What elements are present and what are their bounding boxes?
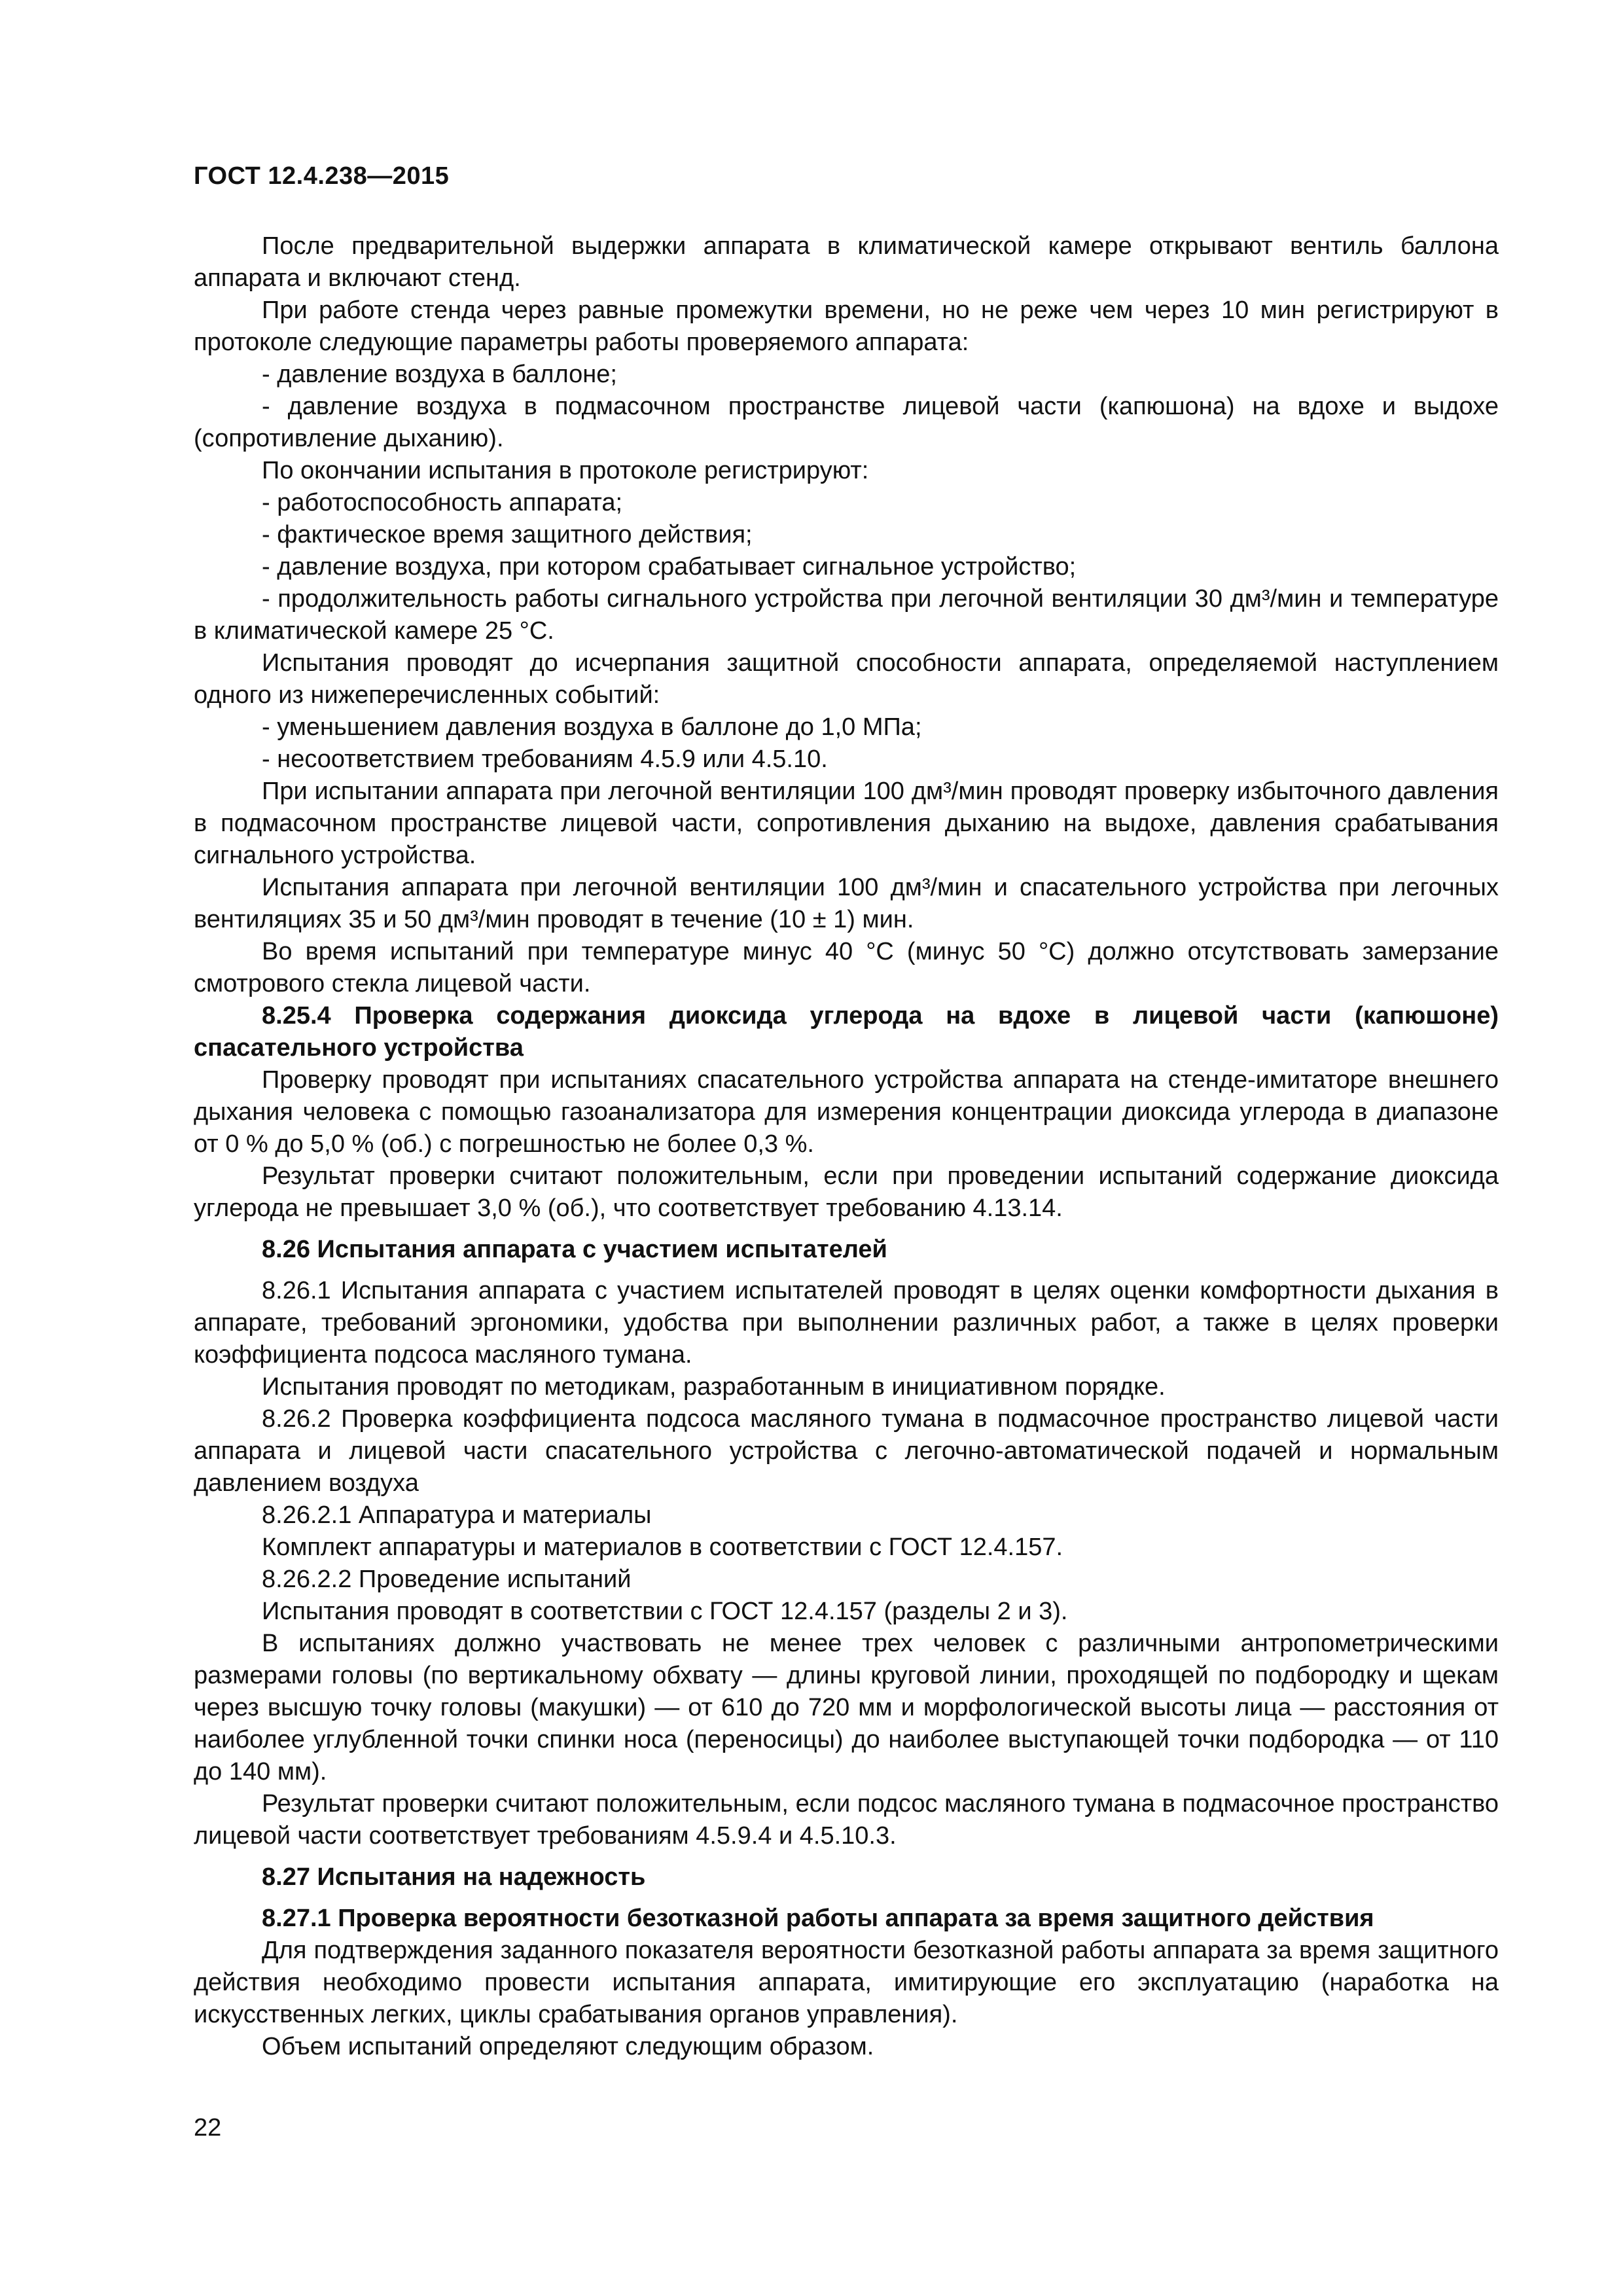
list-item: - несоответствием требованиям 4.5.9 или 4.5.10. [262,745,828,773]
list-item: - фактическое время защитного действия; [262,521,753,548]
document-body [194,230,1499,2063]
paragraph: 8.26.2 Проверка коэффициента подсоса масляного тумана в подмасочное пространство лицевой части аппарата и лицевой части спасательного устройства с легочно-автоматической подачей и нормальным давлением воздуха [194,1405,1499,1497]
paragraph: При испытании аппарата при легочной вентиляции 100 дм³/мин проводят проверку избыточного давления в подмасочном пространстве лицевой части, сопротивления дыханию на выдохе, давления срабатывания сигнального устройства. [194,778,1499,869]
list-item: - продолжительность работы сигнального устройства при легочной вентиляции 30 дм³/мин и температуре в климатической камере 25 °С. [194,585,1499,645]
paragraph: Испытания проводят в соответствии с ГОСТ 12.4.157 (разделы 2 и 3). [262,1598,1068,1625]
paragraph: Во время испытаний при температуре минус 40 °С (минус 50 °С) должно отсутствовать замерзание смотрового стекла лицевой части. [194,938,1499,997]
paragraph: В испытаниях должно участвовать не менее трех человек с различными антропометрическими размерами головы (по вертикальному обхвату — длины круговой линии, проходящей по подбородку и щекам через высшую точку головы (макушки) — от 610 до 720 мм и морфологической высоты лица — расстояния от наиболее углубленной точки спинки носа (переносицы) до наиболее выступающей точки подбородка — от 110 до 140 мм). [194,1630,1499,1785]
subsection-heading: 8.26.2.2 Проведение испытаний [262,1566,632,1593]
document-header: ГОСТ 12.4.238—2015 [194,162,450,190]
list-item: - давление воздуха в подмасочном пространстве лицевой части (капюшона) на вдохе и выдохе (сопротивление дыханию). [194,393,1499,452]
paragraph: Результат проверки считают положительным, если подсос масляного тумана в подмасочное пространство лицевой части соответствует требованиям 4.5.9.4 и 4.5.10.3. [194,1790,1499,1850]
section-heading: 8.26 Испытания аппарата с участием испытателей [262,1236,887,1263]
paragraph: Проверку проводят при испытаниях спасательного устройства аппарата на стенде-имитаторе внешнего дыхания человека с помощью газоанализатора для измерения концентрации диоксида углерода в диапазоне от 0 % до 5,0 % (об.) с погрешностью не более 0,3 %. [194,1066,1499,1158]
list-item: - уменьшением давления воздуха в баллоне до 1,0 МПа; [262,713,922,741]
paragraph: Испытания проводят до исчерпания защитной способности аппарата, определяемой наступлением одного из нижеперечисленных событий: [194,649,1499,709]
paragraph: При работе стенда через равные промежутки времени, но не реже чем через 10 мин регистрируют в протоколе следующие параметры работы проверяемого аппарата: [194,296,1499,356]
list-item: - давление воздуха в баллоне; [262,361,617,388]
subsection-heading: 8.26.2.1 Аппаратура и материалы [262,1501,652,1529]
paragraph: Испытания аппарата при легочной вентиляции 100 дм³/мин и спасательного устройства при легочных вентиляциях 35 и 50 дм³/мин проводят в течение (10 ± 1) мин. [194,874,1499,933]
list-item: - работоспособность аппарата; [262,489,623,516]
section-heading: 8.25.4 Проверка содержания диоксида углерода на вдохе в лицевой части (капюшоне) спасательного устройства [194,1002,1499,1062]
paragraph: После предварительной выдержки аппарата в климатической камере открывают вентиль баллона аппарата и включают стенд. [194,232,1499,292]
paragraph: Результат проверки считают положительным, если при проведении испытаний содержание диоксида углерода не превышает 3,0 % (об.), что соответствует требованию 4.13.14. [194,1162,1499,1222]
paragraph: По окончании испытания в протоколе регистрируют: [262,457,869,484]
paragraph: 8.26.1 Испытания аппарата с участием испытателей проводят в целях оценки комфортности дыхания в аппарате, требований эргономики, удобства при выполнении различных работ, а также в целях проверки коэффициента подсоса масляного тумана. [194,1277,1499,1369]
paragraph: Испытания проводят по методикам, разработанным в инициативном порядке. [262,1373,1166,1401]
paragraph: Для подтверждения заданного показателя вероятности безотказной работы аппарата за время защитного действия необходимо провести испытания аппарата, имитирующие его эксплуатацию (наработка на искусственных легких, циклы срабатывания органов управления). [194,1937,1499,2028]
list-item: - давление воздуха, при котором срабатывает сигнальное устройство; [262,553,1077,581]
page-number: 22 [194,2114,222,2142]
paragraph: Объем испытаний определяют следующим образом. [262,2033,874,2060]
section-heading: 8.27.1 Проверка вероятности безотказной работы аппарата за время защитного действия [262,1905,1374,1932]
section-heading: 8.27 Испытания на надежность [262,1863,646,1891]
paragraph: Комплект аппаратуры и материалов в соответствии с ГОСТ 12.4.157. [262,1534,1063,1561]
